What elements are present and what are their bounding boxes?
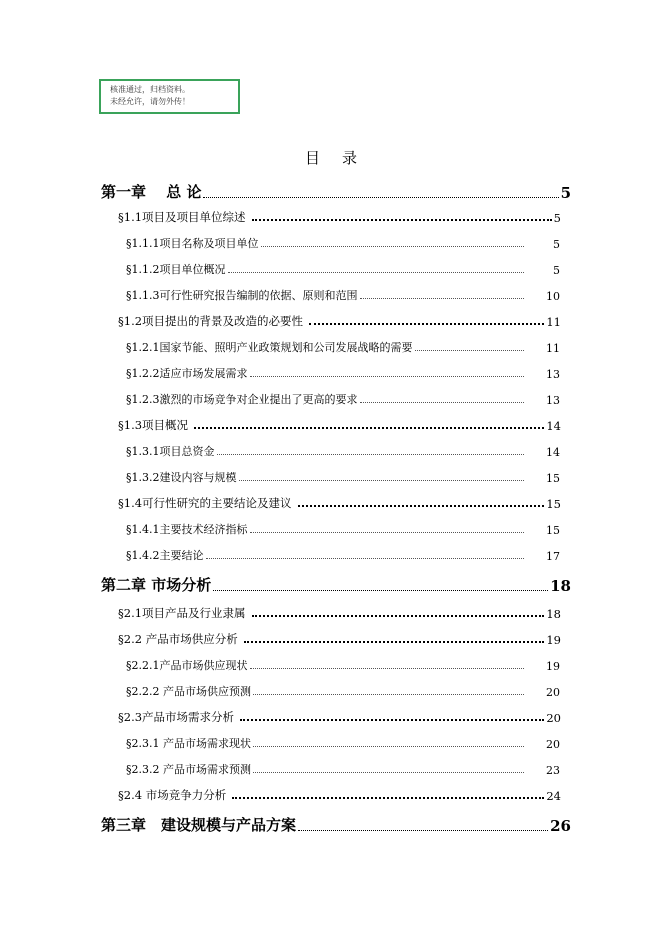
- dot-leader: [360, 298, 525, 299]
- toc-entry-page: 20: [546, 738, 560, 751]
- toc-entry-section[interactable]: [118, 207, 561, 225]
- toc-entry-sub[interactable]: [126, 655, 560, 673]
- toc-entry-label: 第一章 总 论: [101, 183, 202, 201]
- dot-leader: [228, 272, 525, 273]
- toc-entry-label: §2.3.1 产品市场需求现状: [126, 737, 251, 750]
- toc-entry-page: 19: [546, 660, 560, 673]
- toc-entry-page: 11: [546, 315, 561, 329]
- toc-entry-sub[interactable]: [126, 389, 560, 407]
- dot-leader: [250, 668, 525, 669]
- toc-entry-page: 20: [546, 711, 561, 725]
- toc-entry-label: 第三章 建设规模与产品方案: [101, 816, 297, 834]
- dot-leader: [252, 219, 552, 221]
- toc-entry-sub[interactable]: [126, 681, 560, 699]
- toc-entry-label: §1.2.1国家节能、照明产业政策规划和公司发展战略的需要: [126, 341, 413, 354]
- dot-leader: [206, 558, 525, 559]
- toc-entry-label: §2.2.2 产品市场供应预测: [126, 685, 251, 698]
- toc-entry-label: §1.3.2建设内容与规模: [126, 471, 237, 484]
- toc-entry-page: 24: [546, 789, 561, 803]
- dot-leader: [240, 719, 544, 721]
- toc-entry-sub[interactable]: [126, 733, 560, 751]
- toc-entry-sub[interactable]: [126, 363, 560, 381]
- toc-entry-label: §1.4.2主要结论: [126, 549, 204, 562]
- toc-entry-label: §1.4可行性研究的主要结论及建议: [118, 496, 292, 510]
- stamp-line-2: 未经允许，请勿外传！: [110, 97, 190, 106]
- dot-leader: [239, 480, 525, 481]
- toc-entry-page: 15: [546, 524, 560, 537]
- dot-leader: [213, 589, 548, 591]
- stamp-line-1: 核准通过，归档资料。: [110, 85, 190, 94]
- toc-entry-label: §1.1.1项目名称及项目单位: [126, 237, 259, 250]
- toc-entry-sub[interactable]: [126, 337, 560, 355]
- toc-entry-section[interactable]: [118, 493, 561, 511]
- toc-entry-label: §2.3.2 产品市场需求预测: [126, 763, 251, 776]
- toc-entry-page: 14: [546, 419, 561, 433]
- dot-leader: [360, 402, 525, 403]
- toc-entry-sub[interactable]: [126, 759, 560, 777]
- dot-leader: [203, 196, 558, 198]
- toc-title: [0, 147, 662, 168]
- toc-entry-section[interactable]: [118, 785, 561, 803]
- dot-leader: [298, 829, 548, 831]
- toc-entry-section[interactable]: [118, 707, 561, 725]
- dot-leader: [253, 694, 524, 695]
- toc-entry-section[interactable]: [118, 603, 561, 621]
- toc-entry-label: §1.2.2适应市场发展需求: [126, 367, 248, 380]
- toc-title-char-1: 目: [304, 149, 320, 167]
- toc-entry-chapter[interactable]: [101, 184, 571, 202]
- dot-leader: [298, 505, 545, 507]
- toc-entry-page: 18: [546, 607, 561, 621]
- toc-entry-label: §2.2 产品市场供应分析: [118, 632, 238, 646]
- toc-entry-page: 19: [546, 633, 561, 647]
- toc-entry-sub[interactable]: [126, 285, 560, 303]
- toc-entry-page: 11: [546, 342, 560, 355]
- dot-leader: [261, 246, 525, 247]
- dot-leader: [253, 746, 524, 747]
- toc-entry-page: 5: [553, 238, 560, 251]
- toc-entry-section[interactable]: [118, 415, 561, 433]
- toc-entry-page: 20: [546, 686, 560, 699]
- toc-entry-section[interactable]: [118, 629, 561, 647]
- toc-entry-label: §1.3.1项目总资金: [126, 445, 215, 458]
- toc-entry-chapter[interactable]: [101, 577, 571, 595]
- toc-entry-sub[interactable]: [126, 545, 560, 563]
- toc-entry-label: §1.3项目概况: [118, 418, 189, 432]
- toc-entry-label: §1.2.3激烈的市场竞争对企业提出了更高的要求: [126, 393, 358, 406]
- toc-entry-label: §1.4.1主要技术经济指标: [126, 523, 248, 536]
- toc-entry-label: §2.2.1产品市场供应现状: [126, 659, 248, 672]
- toc-entry-page: 14: [546, 446, 560, 459]
- toc-entry-page: 18: [550, 577, 571, 595]
- toc-entry-label: §1.1项目及项目单位综述: [118, 210, 246, 224]
- toc-entry-page: 5: [553, 264, 560, 277]
- toc-entry-page: 5: [553, 211, 561, 225]
- toc-entry-page: 26: [550, 817, 571, 835]
- dot-leader: [309, 323, 544, 325]
- toc-entry-label: 第二章 市场分析: [101, 576, 212, 594]
- dot-leader: [232, 797, 544, 799]
- toc-entry-page: 23: [546, 764, 560, 777]
- dot-leader: [217, 454, 525, 455]
- toc-entry-label: §1.2项目提出的背景及改造的必要性: [118, 314, 304, 328]
- dot-leader: [250, 376, 525, 377]
- toc-entry-sub[interactable]: [126, 233, 560, 251]
- toc-entry-page: 5: [560, 184, 571, 202]
- dot-leader: [194, 427, 544, 429]
- dot-leader: [250, 532, 525, 533]
- toc-entry-label: §1.1.3可行性研究报告编制的依据、原则和范围: [126, 289, 358, 302]
- toc-entry-page: 13: [546, 368, 560, 381]
- toc-entry-chapter[interactable]: [101, 817, 571, 835]
- dot-leader: [252, 615, 545, 617]
- dot-leader: [253, 772, 524, 773]
- toc-entry-section[interactable]: [118, 311, 561, 329]
- toc-entry-sub[interactable]: [126, 519, 560, 537]
- dot-leader: [244, 641, 545, 643]
- toc-entry-page: 13: [546, 394, 560, 407]
- toc-entry-page: 15: [546, 472, 560, 485]
- toc-entry-sub[interactable]: [126, 259, 560, 277]
- toc-entry-page: 15: [546, 497, 561, 511]
- toc-entry-page: 17: [546, 550, 560, 563]
- toc-entry-label: §2.1项目产品及行业隶属: [118, 606, 246, 620]
- toc-entry-page: 10: [546, 290, 560, 303]
- toc-entry-sub[interactable]: [126, 467, 560, 485]
- toc-entry-label: §2.3产品市场需求分析: [118, 710, 235, 724]
- approval-stamp: [99, 79, 240, 114]
- dot-leader: [415, 350, 525, 351]
- toc-entry-label: §1.1.2项目单位概况: [126, 263, 226, 276]
- toc-entry-sub[interactable]: [126, 441, 560, 459]
- toc-title-char-2: 录: [342, 149, 358, 167]
- toc-entry-label: §2.4 市场竞争力分析: [118, 788, 227, 802]
